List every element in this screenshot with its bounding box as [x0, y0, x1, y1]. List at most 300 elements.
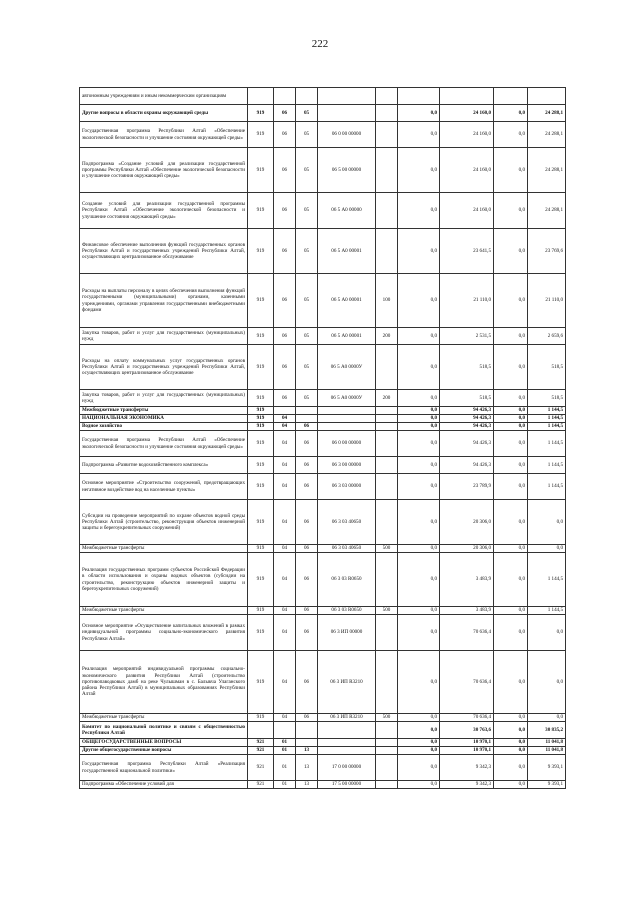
- cell-amount-3: 0,0: [494, 714, 528, 722]
- cell-section-code: 06: [274, 274, 296, 328]
- cell-amount-1: 0,0: [398, 739, 440, 747]
- cell-section-code: 06: [274, 328, 296, 345]
- cell-section-code: 06: [274, 390, 296, 407]
- cell-amount-1: 0,0: [398, 274, 440, 328]
- cell-amount-2: 70 636,4: [440, 651, 494, 714]
- cell-admin-code: 919: [248, 474, 274, 500]
- cell-target-article-code: 06 3 03 40650: [318, 545, 376, 553]
- cell-amount-3: 0,0: [494, 229, 528, 274]
- cell-section-code: 04: [274, 553, 296, 607]
- cell-amount-1: 0,0: [398, 607, 440, 615]
- cell-subsection-code: 13: [296, 755, 318, 781]
- cell-target-article-code: 06 0 00 00000: [318, 431, 376, 457]
- budget-table: [79, 87, 566, 789]
- table-row: [80, 193, 566, 229]
- table-row: [80, 553, 566, 607]
- cell-expense-type-code: [376, 747, 398, 755]
- cell-row-name: Межбюджетные трансферты: [80, 545, 248, 553]
- cell-subsection-code: 06: [296, 615, 318, 651]
- cell-target-article-code: 06 0 00 00000: [318, 122, 376, 148]
- cell-amount-3: 0,0: [494, 545, 528, 553]
- cell-amount-1: 0,0: [398, 423, 440, 431]
- cell-amount-3: 0,0: [494, 345, 528, 390]
- cell-section-code: 04: [274, 431, 296, 457]
- cell-subsection-code: 06: [296, 431, 318, 457]
- cell-admin-code: 919: [248, 457, 274, 474]
- cell-amount-3: 0,0: [494, 457, 528, 474]
- table-row: [80, 390, 566, 407]
- cell-admin-code: 919: [248, 607, 274, 615]
- cell-amount-1: 0,0: [398, 457, 440, 474]
- cell-amount-3: 0,0: [494, 423, 528, 431]
- cell-expense-type-code: 200: [376, 328, 398, 345]
- cell-row-name: Финансовое обеспечение выполнения функций государственных органов Республики Алтай и государственных учреждений Республики Алтай, осуществляющих централизованное обслуживание: [80, 229, 248, 274]
- cell-expense-type-code: [376, 651, 398, 714]
- cell-amount-3: 0,0: [494, 148, 528, 193]
- cell-expense-type-code: 500: [376, 714, 398, 722]
- cell-amount-3: 0,0: [494, 500, 528, 545]
- cell-amount-4: 30 835,2: [528, 722, 566, 739]
- cell-expense-type-code: [376, 122, 398, 148]
- cell-row-name: Расходы на оплату коммунальных услуг государственных органов Республики Алтай и государственных учреждений Республики Алтай, осуществляющих централизованное обслуживание: [80, 345, 248, 390]
- cell-subsection-code: [296, 415, 318, 423]
- cell-amount-3: 0,0: [494, 431, 528, 457]
- cell-row-name: ОБЩЕГОСУДАРСТВЕННЫЕ ВОПРОСЫ: [80, 739, 248, 747]
- cell-expense-type-code: 200: [376, 390, 398, 407]
- cell-admin-code: 919: [248, 407, 274, 415]
- cell-expense-type-code: [376, 474, 398, 500]
- cell-section-code: 06: [274, 345, 296, 390]
- cell-amount-2: 94 426,3: [440, 431, 494, 457]
- cell-admin-code: 919: [248, 714, 274, 722]
- cell-expense-type-code: [376, 88, 398, 105]
- cell-admin-code: 919: [248, 545, 274, 553]
- cell-admin-code: 919: [248, 615, 274, 651]
- cell-admin-code: 919: [248, 229, 274, 274]
- cell-target-article-code: 06 5 А0 0000У: [318, 390, 376, 407]
- cell-amount-2: 20 306,0: [440, 545, 494, 553]
- cell-admin-code: 919: [248, 328, 274, 345]
- table-row: [80, 607, 566, 615]
- cell-row-name: Подпрограмма «Создание условий для реализации государственной программы Республики Алтай «Обеспечение экологической безопасности и улучшение состояния окружающей среды»: [80, 148, 248, 193]
- cell-section-code: 04: [274, 615, 296, 651]
- cell-amount-3: 0,0: [494, 755, 528, 781]
- cell-section-code: [274, 407, 296, 415]
- cell-amount-1: 0,0: [398, 328, 440, 345]
- cell-amount-2: 94 426,3: [440, 415, 494, 423]
- cell-amount-3: 0,0: [494, 105, 528, 122]
- cell-amount-4: 1 144,5: [528, 607, 566, 615]
- cell-target-article-code: 06 3 ИП R3210: [318, 651, 376, 714]
- cell-amount-4: 0,0: [528, 651, 566, 714]
- cell-target-article-code: 06 3 00 00000: [318, 457, 376, 474]
- cell-admin-code: 919: [248, 431, 274, 457]
- cell-amount-1: 0,0: [398, 553, 440, 607]
- cell-section-code: 01: [274, 747, 296, 755]
- cell-row-name: Закупка товаров, работ и услуг для государственных (муниципальных) нужд: [80, 390, 248, 407]
- cell-section-code: [274, 722, 296, 739]
- cell-amount-2: 3 483,9: [440, 553, 494, 607]
- cell-subsection-code: [296, 407, 318, 415]
- cell-amount-3: 0,0: [494, 651, 528, 714]
- cell-amount-4: 0,0: [528, 545, 566, 553]
- cell-amount-2: 94 426,3: [440, 423, 494, 431]
- cell-target-article-code: 17 5 00 00000: [318, 781, 376, 789]
- cell-amount-2: 518,5: [440, 345, 494, 390]
- cell-target-article-code: 06 5 А0 00001: [318, 328, 376, 345]
- cell-amount-4: 1 144,5: [528, 457, 566, 474]
- cell-amount-2: 23 789,9: [440, 474, 494, 500]
- table-row: [80, 328, 566, 345]
- table-row: [80, 545, 566, 553]
- cell-expense-type-code: [376, 722, 398, 739]
- table-row: [80, 615, 566, 651]
- cell-amount-2: 24 160,0: [440, 148, 494, 193]
- cell-expense-type-code: [376, 229, 398, 274]
- cell-amount-2: 9 342,3: [440, 781, 494, 789]
- cell-section-code: 01: [274, 755, 296, 781]
- cell-amount-1: 0,0: [398, 714, 440, 722]
- cell-amount-4: 1 144,5: [528, 415, 566, 423]
- cell-expense-type-code: [376, 345, 398, 390]
- cell-amount-2: 23 641,5: [440, 229, 494, 274]
- cell-admin-code: 919: [248, 651, 274, 714]
- cell-expense-type-code: [376, 500, 398, 545]
- cell-amount-3: 0,0: [494, 328, 528, 345]
- cell-amount-4: [528, 88, 566, 105]
- cell-target-article-code: 06 5 А0 0000У: [318, 345, 376, 390]
- cell-target-article-code: [318, 415, 376, 423]
- cell-admin-code: 919: [248, 193, 274, 229]
- cell-section-code: 06: [274, 193, 296, 229]
- table-row: [80, 122, 566, 148]
- cell-amount-3: 0,0: [494, 122, 528, 148]
- cell-amount-3: 0,0: [494, 193, 528, 229]
- cell-subsection-code: 06: [296, 607, 318, 615]
- cell-subsection-code: 06: [296, 651, 318, 714]
- cell-amount-1: 0,0: [398, 415, 440, 423]
- cell-amount-4: 518,5: [528, 345, 566, 390]
- cell-amount-1: 0,0: [398, 148, 440, 193]
- cell-row-name: Реализация мероприятий индивидуальной программы социально-экономического развития Республики Алтай (строительство противопаводковых дамб на реке Чулышман в с. Балыкча Улаганского района Республики Алтай) в муниципальных образованиях Республики Алтай: [80, 651, 248, 714]
- table-row: [80, 407, 566, 415]
- cell-admin-code: 921: [248, 739, 274, 747]
- cell-amount-3: 0,0: [494, 781, 528, 789]
- cell-amount-4: 11 041,8: [528, 739, 566, 747]
- table-row: [80, 747, 566, 755]
- cell-section-code: 04: [274, 714, 296, 722]
- cell-amount-3: 0,0: [494, 615, 528, 651]
- cell-subsection-code: 06: [296, 423, 318, 431]
- cell-target-article-code: 06 3 ИП 00000: [318, 615, 376, 651]
- cell-subsection-code: [296, 88, 318, 105]
- table-row: [80, 229, 566, 274]
- cell-amount-2: 20 306,0: [440, 500, 494, 545]
- cell-amount-2: 70 636,4: [440, 615, 494, 651]
- cell-amount-2: 30 763,6: [440, 722, 494, 739]
- cell-subsection-code: 06: [296, 474, 318, 500]
- cell-subsection-code: 06: [296, 714, 318, 722]
- cell-amount-4: 1 144,5: [528, 423, 566, 431]
- cell-section-code: 04: [274, 415, 296, 423]
- cell-subsection-code: [296, 739, 318, 747]
- cell-expense-type-code: [376, 457, 398, 474]
- cell-admin-code: 919: [248, 345, 274, 390]
- cell-section-code: 04: [274, 607, 296, 615]
- page-number: 222: [311, 38, 329, 50]
- cell-row-name: Комитет по национальной политике и связям с общественностью Республики Алтай: [80, 722, 248, 739]
- cell-amount-4: 9 393,1: [528, 755, 566, 781]
- cell-amount-1: 0,0: [398, 781, 440, 789]
- cell-row-name: Водное хозяйство: [80, 423, 248, 431]
- cell-subsection-code: 13: [296, 747, 318, 755]
- cell-amount-4: 1 144,5: [528, 553, 566, 607]
- cell-subsection-code: 13: [296, 781, 318, 789]
- cell-expense-type-code: 500: [376, 607, 398, 615]
- table-row: [80, 105, 566, 122]
- cell-amount-1: 0,0: [398, 390, 440, 407]
- cell-admin-code: 919: [248, 122, 274, 148]
- cell-amount-4: 1 144,5: [528, 431, 566, 457]
- cell-amount-3: 0,0: [494, 407, 528, 415]
- table-row: [80, 345, 566, 390]
- cell-amount-3: 0,0: [494, 747, 528, 755]
- cell-target-article-code: 06 3 03 R0650: [318, 553, 376, 607]
- cell-amount-3: 0,0: [494, 607, 528, 615]
- table-row: [80, 714, 566, 722]
- cell-section-code: 04: [274, 545, 296, 553]
- cell-expense-type-code: [376, 105, 398, 122]
- cell-amount-1: 0,0: [398, 407, 440, 415]
- cell-row-name: Межбюджетные трансферты: [80, 714, 248, 722]
- cell-amount-4: 21 110,0: [528, 274, 566, 328]
- cell-amount-1: 0,0: [398, 615, 440, 651]
- cell-amount-3: 0,0: [494, 474, 528, 500]
- cell-amount-2: 94 426,3: [440, 407, 494, 415]
- cell-amount-4: 24 288,1: [528, 148, 566, 193]
- cell-section-code: 04: [274, 423, 296, 431]
- cell-amount-4: 518,5: [528, 390, 566, 407]
- cell-subsection-code: 05: [296, 122, 318, 148]
- table-row: [80, 457, 566, 474]
- cell-row-name: Межбюджетные трансферты: [80, 607, 248, 615]
- cell-amount-4: 1 144,5: [528, 407, 566, 415]
- cell-target-article-code: 06 5 00 00000: [318, 148, 376, 193]
- cell-amount-1: 0,0: [398, 122, 440, 148]
- cell-subsection-code: 06: [296, 545, 318, 553]
- cell-amount-2: [440, 88, 494, 105]
- cell-subsection-code: 05: [296, 229, 318, 274]
- cell-section-code: 06: [274, 229, 296, 274]
- cell-amount-1: 0,0: [398, 545, 440, 553]
- cell-subsection-code: 05: [296, 390, 318, 407]
- cell-target-article-code: 06 3 03 40650: [318, 500, 376, 545]
- cell-subsection-code: 05: [296, 105, 318, 122]
- cell-amount-3: 0,0: [494, 390, 528, 407]
- cell-expense-type-code: [376, 431, 398, 457]
- cell-amount-2: 518,5: [440, 390, 494, 407]
- cell-expense-type-code: [376, 415, 398, 423]
- cell-target-article-code: 06 5 А0 00000: [318, 193, 376, 229]
- cell-target-article-code: [318, 747, 376, 755]
- cell-amount-2: 10 970,1: [440, 747, 494, 755]
- table-row: [80, 755, 566, 781]
- cell-section-code: 04: [274, 457, 296, 474]
- cell-row-name: Другие вопросы в области охраны окружающей среды: [80, 105, 248, 122]
- cell-amount-4: 0,0: [528, 714, 566, 722]
- cell-expense-type-code: [376, 407, 398, 415]
- cell-expense-type-code: [376, 193, 398, 229]
- cell-row-name: Основное мероприятие «Строительство сооружений, предотвращающих негативное воздействие вод на населенные пункты»: [80, 474, 248, 500]
- cell-row-name: Расходы на выплаты персоналу в целях обеспечения выполнения функций государственными (муниципальными) органами, казенными учреждениями, органами управления государственными внебюджетными фондами: [80, 274, 248, 328]
- cell-expense-type-code: [376, 755, 398, 781]
- cell-amount-4: 0,0: [528, 500, 566, 545]
- cell-row-name: Подпрограмма «Развитие водохозяйственного комплекса»: [80, 457, 248, 474]
- cell-row-name: Закупка товаров, работ и услуг для государственных (муниципальных) нужд: [80, 328, 248, 345]
- cell-admin-code: 921: [248, 755, 274, 781]
- cell-section-code: 01: [274, 739, 296, 747]
- cell-subsection-code: 05: [296, 328, 318, 345]
- cell-admin-code: 919: [248, 423, 274, 431]
- cell-row-name: Субсидии на проведение мероприятий по охране объектов водной среды Республики Алтай (строительство, реконструкция объектов инженерной защиты и берегоукрепительных сооружений): [80, 500, 248, 545]
- cell-section-code: [274, 88, 296, 105]
- cell-expense-type-code: [376, 739, 398, 747]
- cell-amount-1: 0,0: [398, 431, 440, 457]
- cell-amount-2: 10 970,1: [440, 739, 494, 747]
- cell-amount-2: 94 426,3: [440, 457, 494, 474]
- cell-row-name: Основное мероприятие «Осуществление капитальных вложений в рамках индивидуальной программы социально-экономического развития Республики Алтай»: [80, 615, 248, 651]
- cell-admin-code: 919: [248, 390, 274, 407]
- cell-amount-1: 0,0: [398, 747, 440, 755]
- cell-amount-4: 24 288,1: [528, 193, 566, 229]
- cell-target-article-code: [318, 407, 376, 415]
- cell-target-article-code: [318, 88, 376, 105]
- cell-amount-3: 0,0: [494, 553, 528, 607]
- cell-admin-code: 919: [248, 500, 274, 545]
- cell-admin-code: 919: [248, 274, 274, 328]
- cell-target-article-code: 06 5 А0 00001: [318, 274, 376, 328]
- table-row: [80, 651, 566, 714]
- cell-row-name: Государственная программа Республики Алтай «Реализация государственной национальной политики»: [80, 755, 248, 781]
- cell-subsection-code: 06: [296, 457, 318, 474]
- cell-admin-code: [248, 722, 274, 739]
- cell-amount-3: 0,0: [494, 415, 528, 423]
- cell-row-name: Другие общегосударственные вопросы: [80, 747, 248, 755]
- cell-expense-type-code: [376, 615, 398, 651]
- cell-amount-1: 0,0: [398, 755, 440, 781]
- cell-section-code: 04: [274, 474, 296, 500]
- cell-admin-code: 921: [248, 747, 274, 755]
- cell-subsection-code: [296, 722, 318, 739]
- cell-subsection-code: 05: [296, 345, 318, 390]
- table-row: [80, 148, 566, 193]
- cell-amount-1: 0,0: [398, 229, 440, 274]
- cell-row-name: Создание условий для реализации государственной программы Республики Алтай «Обеспечение экологической безопасности и улучшение состояния окружающей среды»: [80, 193, 248, 229]
- table-row: [80, 781, 566, 789]
- table-row: [80, 274, 566, 328]
- cell-amount-2: 21 110,0: [440, 274, 494, 328]
- cell-expense-type-code: [376, 781, 398, 789]
- cell-subsection-code: 05: [296, 274, 318, 328]
- cell-amount-4: 0,0: [528, 615, 566, 651]
- cell-amount-3: 0,0: [494, 739, 528, 747]
- table-row: [80, 739, 566, 747]
- cell-admin-code: 919: [248, 105, 274, 122]
- cell-admin-code: 921: [248, 781, 274, 789]
- cell-amount-4: 2 659,6: [528, 328, 566, 345]
- cell-subsection-code: 06: [296, 500, 318, 545]
- table-row: [80, 474, 566, 500]
- cell-target-article-code: 06 3 ИП R3210: [318, 714, 376, 722]
- cell-target-article-code: 06 3 03 00000: [318, 474, 376, 500]
- cell-amount-1: 0,0: [398, 722, 440, 739]
- table-row: [80, 423, 566, 431]
- cell-section-code: 04: [274, 651, 296, 714]
- cell-amount-4: 24 288,1: [528, 105, 566, 122]
- cell-row-name: автономным учреждениям и иным некоммерческим организациям: [80, 88, 248, 105]
- cell-section-code: 04: [274, 500, 296, 545]
- table-row: [80, 722, 566, 739]
- cell-row-name: Реализация государственных программ субъектов Российской Федерации в области использования и охраны водных объектов (субсидии на строительство, реконструкцию объектов инженерной защиты и берегоукрепительных сооружений): [80, 553, 248, 607]
- cell-amount-4: 23 769,6: [528, 229, 566, 274]
- cell-amount-1: [398, 88, 440, 105]
- cell-amount-1: 0,0: [398, 474, 440, 500]
- cell-expense-type-code: [376, 148, 398, 193]
- cell-expense-type-code: 500: [376, 545, 398, 553]
- table-row: [80, 88, 566, 105]
- cell-admin-code: [248, 88, 274, 105]
- cell-subsection-code: 06: [296, 553, 318, 607]
- cell-amount-2: 24 160,0: [440, 105, 494, 122]
- cell-amount-2: 70 636,4: [440, 714, 494, 722]
- cell-admin-code: 919: [248, 415, 274, 423]
- cell-amount-2: 3 483,9: [440, 607, 494, 615]
- table-row: [80, 415, 566, 423]
- cell-expense-type-code: [376, 553, 398, 607]
- cell-amount-1: 0,0: [398, 105, 440, 122]
- cell-amount-4: 1 144,5: [528, 474, 566, 500]
- cell-row-name: Государственная программа Республики Алтай «Обеспечение экологической безопасности и улучшение состояния окружающей среды»: [80, 122, 248, 148]
- cell-target-article-code: [318, 423, 376, 431]
- cell-amount-1: 0,0: [398, 500, 440, 545]
- cell-amount-2: 24 160,0: [440, 193, 494, 229]
- cell-amount-3: [494, 88, 528, 105]
- cell-admin-code: 919: [248, 553, 274, 607]
- cell-target-article-code: 06 5 А0 00001: [318, 229, 376, 274]
- cell-row-name: Подпрограмма «Обеспечение условий для: [80, 781, 248, 789]
- cell-expense-type-code: 100: [376, 274, 398, 328]
- cell-subsection-code: 05: [296, 148, 318, 193]
- cell-amount-1: 0,0: [398, 345, 440, 390]
- table-row: [80, 500, 566, 545]
- cell-target-article-code: 06 3 03 R0650: [318, 607, 376, 615]
- cell-amount-4: 11 041,8: [528, 747, 566, 755]
- cell-subsection-code: 05: [296, 193, 318, 229]
- cell-amount-2: 9 342,3: [440, 755, 494, 781]
- cell-expense-type-code: [376, 423, 398, 431]
- cell-amount-3: 0,0: [494, 274, 528, 328]
- cell-row-name: НАЦИОНАЛЬНАЯ ЭКОНОМИКА: [80, 415, 248, 423]
- cell-section-code: 06: [274, 148, 296, 193]
- cell-target-article-code: [318, 722, 376, 739]
- cell-amount-1: 0,0: [398, 193, 440, 229]
- cell-amount-1: 0,0: [398, 651, 440, 714]
- cell-admin-code: 919: [248, 148, 274, 193]
- cell-target-article-code: [318, 105, 376, 122]
- cell-target-article-code: [318, 739, 376, 747]
- cell-row-name: Государственная программа Республики Алтай «Обеспечение экологической безопасности и улучшение состояния окружающей среды»: [80, 431, 248, 457]
- cell-amount-2: 24 160,0: [440, 122, 494, 148]
